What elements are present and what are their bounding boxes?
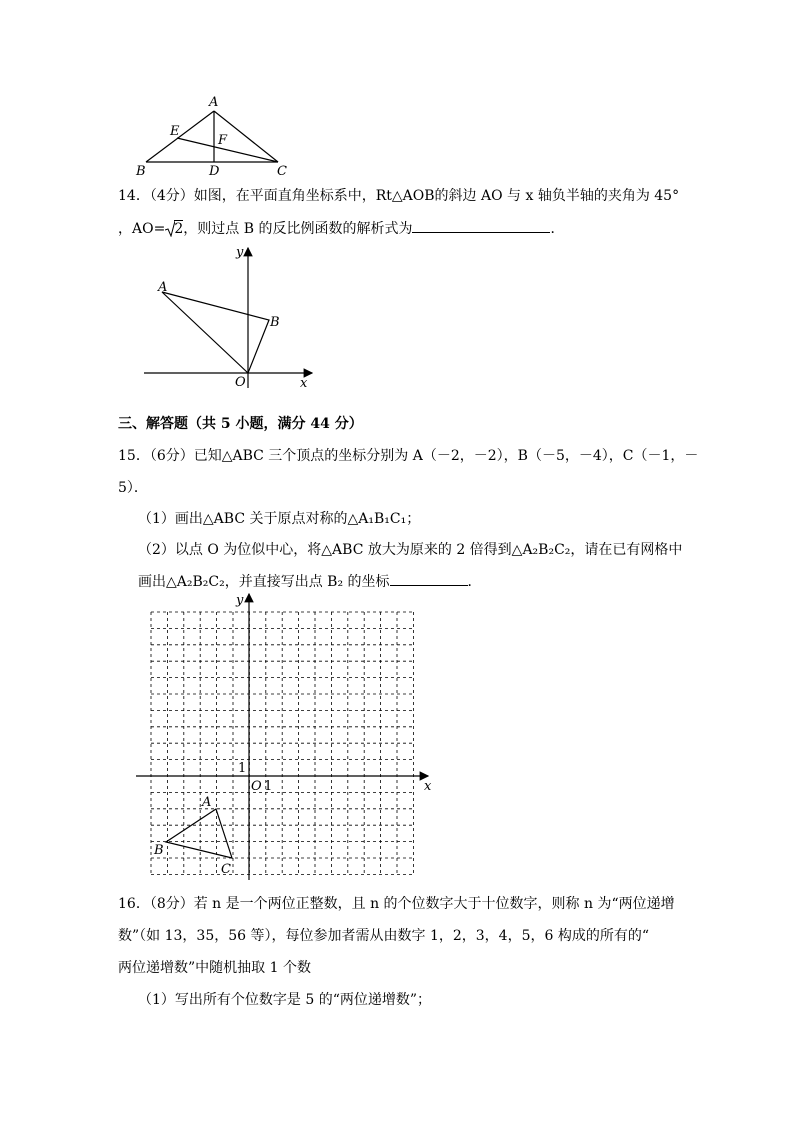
label-y: y xyxy=(236,593,244,608)
q15-period: ． xyxy=(467,574,482,590)
label-x: x xyxy=(300,376,308,391)
answer-blank-q15[interactable] xyxy=(390,571,468,586)
q16-line2: 数”（如 13，35，56 等），每位参加者需从由数字 1，2，3，4，5，6 构成的所有的“ xyxy=(118,928,650,944)
sqrt-value: 2 xyxy=(174,221,184,237)
q14-line2-pre: ，AO= xyxy=(118,221,166,237)
q15-sub2b-text: 画出△A₂B₂C₂，并直接写出点 B₂ 的坐标 xyxy=(138,574,390,590)
q15-sub2a: （2）以点 O 为位似中心，将△ABC 放大为原来的 2 倍得到△A₂B₂C₂，请在已有网格中 xyxy=(138,542,683,558)
answer-blank-q14[interactable] xyxy=(412,218,550,233)
label-f: F xyxy=(218,133,228,148)
radical-icon xyxy=(165,221,175,237)
q14-line1: 14．（4分）如图，在平面直角坐标系中，Rt△AOB的斜边 AO 与 x 轴负半轴的夹角为 45° xyxy=(118,188,680,204)
figure-triangle-abc xyxy=(130,94,300,178)
q14-period: ． xyxy=(550,221,565,237)
dashed-grid xyxy=(151,612,413,874)
sqrt-symbol xyxy=(165,219,183,239)
q16-sub1: （1）写出所有个位数字是 5 的“两位递增数”； xyxy=(138,992,432,1008)
q15-line1: 15．（6分）已知△ABC 三个顶点的坐标分别为 A（－2，－2），B（－5，－4），C（－1，－ xyxy=(118,448,699,464)
q14-line2-post: ，则过点 B 的反比例函数的解析式为 xyxy=(183,221,413,237)
label-d: D xyxy=(209,164,220,178)
grid-figure xyxy=(136,590,436,880)
label-a: A xyxy=(158,280,168,295)
q16-line3: 两位递增数”中随机抽取 1 个数 xyxy=(118,960,311,976)
q16-line1: 16．（8分）若 n 是一个两位正整数，且 n 的个位数字大于十位数字，则称 n 为“两位递增 xyxy=(118,896,675,912)
label-b: B xyxy=(154,843,164,858)
label-o: O xyxy=(235,375,246,390)
q15-sub2b xyxy=(138,571,482,592)
label-x: x xyxy=(424,779,432,794)
section-heading: 三、解答题（共 5 小题，满分 44 分） xyxy=(118,416,363,432)
label-a: A xyxy=(209,95,219,110)
label-o: O xyxy=(251,779,262,794)
label-b: B xyxy=(270,315,280,330)
label-a: A xyxy=(202,795,212,810)
figure-coordinate-aob xyxy=(140,242,320,392)
label-one-x: 1 xyxy=(264,779,273,794)
q15-line2: 5）． xyxy=(118,480,148,496)
triangle-aob xyxy=(162,292,269,373)
q14-line2 xyxy=(118,218,564,239)
q15-sub1: （1）画出△ABC 关于原点对称的△A₁B₁C₁； xyxy=(138,511,421,527)
label-b: B xyxy=(136,164,146,178)
segment-ab xyxy=(146,111,214,162)
label-e: E xyxy=(170,124,180,139)
label-c: C xyxy=(221,862,231,877)
triangle-abc xyxy=(166,809,232,858)
label-one-y: 1 xyxy=(238,761,247,776)
label-c: C xyxy=(277,164,287,178)
label-y: y xyxy=(236,245,244,260)
